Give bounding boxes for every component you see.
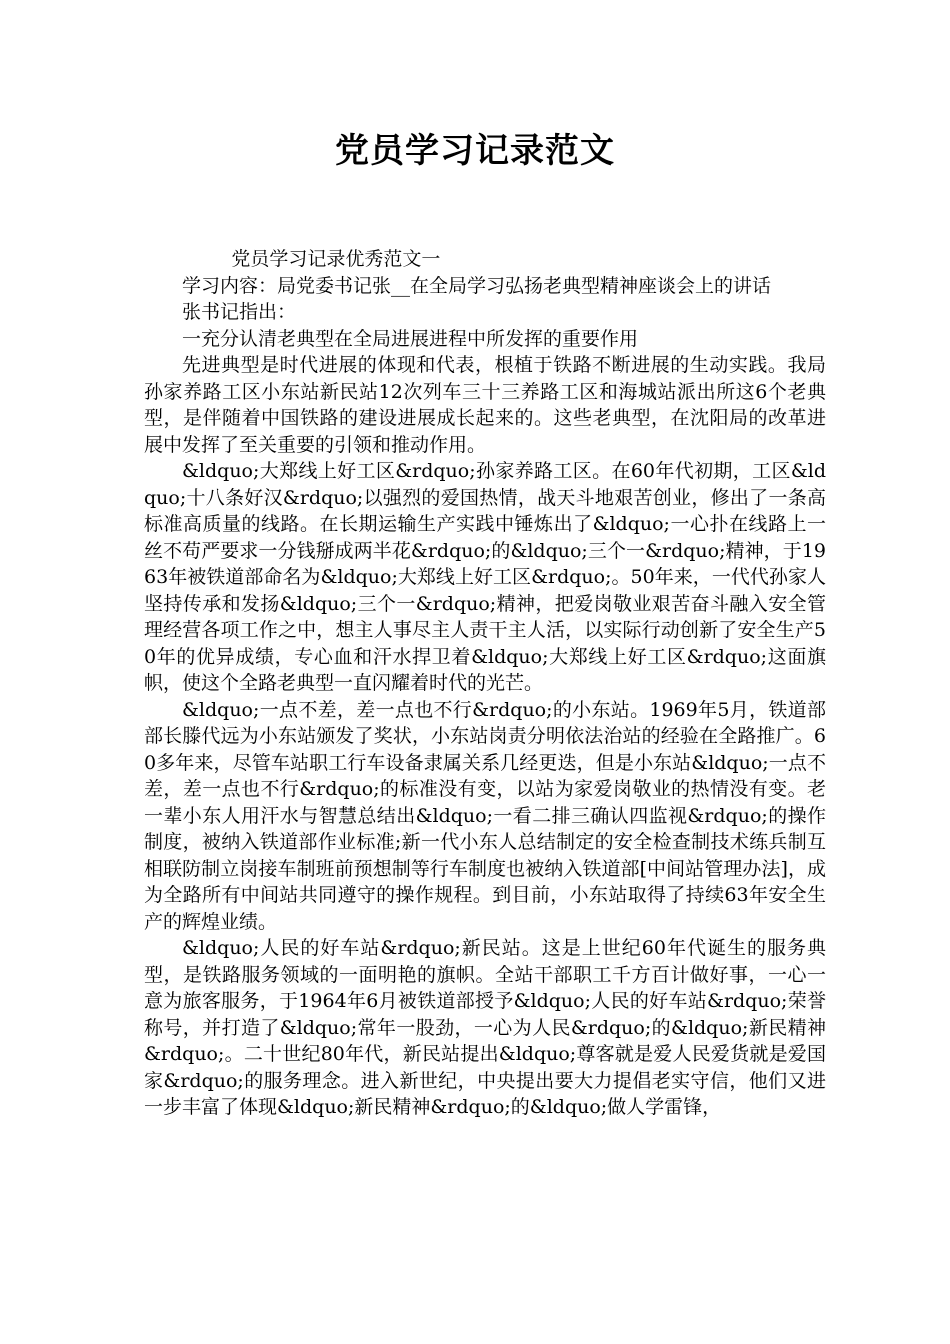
paragraph-heading-one: 一充分认清老典型在全局进展进程中所发挥的重要作用 [182,327,639,350]
paragraph-secretary-said: 张书记指出： [182,301,297,323]
paragraph-xinmin-station: &ldquo;人民的好车站&rdquo;新民站。这是上世纪60年代诞生的服务典型，是铁路服务领域的一面明艳的旗帜。全站干部职工千方百计做好事，一心一意为旅客服务，于1964年6月被铁道部授予&ldquo;人民的好车站&rdquo;荣誉称号，并打造了&ldquo;常年一股劲，一心为人民&rdquo;的&ldquo;新民精神&rdquo;。二十世纪80年代，新民站提出&ldquo;尊客就是爱人民爱货就是爱国家&rdquo;的服务理念。进入新世纪，中央提出要大力提倡老实守信，他们又进一步丰富了体现&ldquo;新民精神&rdquo;的&ldquo;做人学雷锋， [144,937,826,1118]
paragraph-xiaodong-station: &ldquo;一点不差，差一点也不行&rdquo;的小东站。1969年5月，铁道部部长滕代远为小东站颁发了奖状，小东站岗责分明依法治站的经验在全路推广。60多年来，尽管车站职工行车设备隶属关系几经更迭，但是小东站&ldquo;一点不差，差一点也不行&rdquo;的标准没有变，以站为家爱岗敬业的热情没有变。老一辈小东人用汗水与智慧总结出&ldquo;一看二排三确认四监视&rdquo;的操作制度，被纳入铁道部作业标准;新一代小东人总结制定的安全检查制技术练兵制互相联防制立岗接车制班前预想制等行车制度也被纳入铁道部[中间站管理办法]，成为全路所有中间站共同遵守的操作规程。到目前，小东站取得了持续63年安全生产的辉煌业绩。 [144,698,826,933]
document-body [144,246,826,1121]
section-subtitle: 党员学习记录优秀范文一 [231,248,441,270]
paragraph-study-content: 学习内容：局党委书记张__在全局学习弘扬老典型精神座谈会上的讲话 [182,274,772,297]
document-title: 党员学习记录范文 [335,131,615,171]
paragraph-sunjia-work-area: &ldquo;大郑线上好工区&rdquo;孙家养路工区。在60年代初期，工区&ldquo;十八条好汉&rdquo;以强烈的爱国热情，战天斗地艰苦创业，修出了一条高标准高质量的线路。在长期运输生产实践中锤炼出了&ldquo;一心扑在线路上一丝不苟严要求一分钱掰成两半花&rdquo;的&ldquo;三个一&rdquo;精神，于1963年被铁道部命名为&ldquo;大郑线上好工区&rdquo;。50年来，一代代孙家人坚持传承和发扬&ldquo;三个一&rdquo;精神，把爱岗敬业艰苦奋斗融入安全管理经营各项工作之中，想主人事尽主人责干主人活，以实际行动创新了安全生产50年的优异成绩，专心血和汗水捍卫着&ldquo;大郑线上好工区&rdquo;这面旗帜，使这个全路老典型一直闪耀着时代的光芒。 [144,460,826,694]
paragraph-advanced-models: 先进典型是时代进展的体现和代表，根植于铁路不断进展的生动实践。我局孙家养路工区小东站新民站12次列车三十三养路工区和海城站派出所这6个老典型，是伴随着中国铁路的建设进展成长起来的。这些老典型，在沈阳局的改革进展中发挥了至关重要的引领和推动作用。 [144,354,826,456]
